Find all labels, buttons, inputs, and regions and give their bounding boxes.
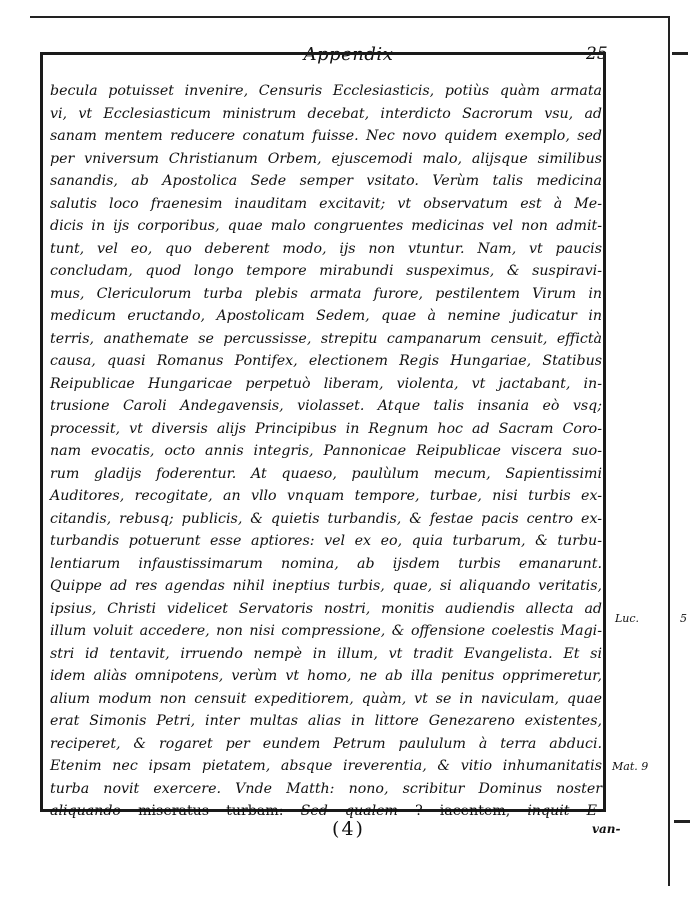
last-line-part: ? iacentem, [415,803,511,819]
last-line-part: aliquando [50,803,121,819]
text-line: ipsius, Christi videlicet Servatoris nostri, monitis audiendis allecta ad [50,600,602,617]
last-line-part: inquit E- [527,803,602,819]
text-line: trusione Caroli Andegavensis, violasset. Atque talis insania eò vsq; [50,398,602,414]
text-line: terris, anathemate se percussisse, strepitu campanarum censuit, effictà [50,330,602,347]
last-line-part: miseratus turbam: [138,803,284,819]
text-line: illum voluit accedere, non nisi compressione, & offensione coelestis Magi- [50,623,602,639]
text-line: stri id tentavit, irruendo nempè in illum, vt tradit Evangelista. Et si [50,645,602,662]
text-line: per vniversum Christianum Orbem, ejuscemodi malo, alijsque similibus [50,150,602,167]
last-line-part: Sed qualem [300,803,398,819]
text-line: tunt, vel eo, quo deberent modo, ijs non vtuntur. Nam, vt paucis [50,240,602,257]
text-line: alium modum non censuit expeditiorem, quàm, vt se in naviculam, quae [50,690,602,707]
text-line: Etenim nec ipsam pietatem, absque ireverentia, & vitio inhumanitatis [50,758,602,774]
text-line: Auditores, recogitate, an vllo vnquam tempore, turbae, nisi turbis ex- [50,488,602,504]
text-line: mus, Clericulorum turba plebis armata furore, pestilentem Virum in [50,285,602,302]
text-line: processit, vt diversis alijs Principibus in Regnum hoc ad Sacram Coro- [50,420,602,437]
signature-mark: (4) [332,818,365,840]
text-line: citandis, rebusq; publicis, & quietis turbandis, & festae pacis centro ex- [50,510,602,527]
text-line: vi, vt Ecclesiasticum ministrum decebat, interdicto Sacrorum vsu, ad [50,105,602,122]
text-line: medicum eructando, Apostolicam Sedem, quae à nemine judicatur in [50,308,602,324]
text-line: nam evocatis, octo annis integris, Pannonicae Reipublicae viscera suo- [50,443,602,459]
running-title: Appendix [303,44,394,65]
text-line: sanam mentem reducere conatum fuisse. Nec novo quidem exemplo, sed [50,128,602,144]
text-line: becula potuisset invenire, Censuris Ecclesiasticis, potiùs quàm armata [50,83,602,99]
margin-note-matthew: Mat. 9 [612,760,649,773]
page-number: 25 [586,44,608,64]
page-edge-right [668,16,670,886]
body-text [50,80,602,823]
margin-note-luke-chapter: 5 [680,612,687,625]
page-edge-top [30,16,670,18]
text-line: concludam, quod longo tempore mirabundi suspeximus, & suspiravi- [50,263,602,279]
text-line: salutis loco fraenesim inauditam excitavit; vt observatum est à Me- [50,195,602,212]
text-line: Quippe ad res agendas nihil ineptius turbis, quae, si aliquando veritatis, [50,578,602,594]
text-line: idem aliàs omnipotens, verùm vt homo, ne ab illa penitus opprimeretur, [50,668,602,684]
text-line: Reipublicae Hungaricae perpetuò liberam, violenta, vt jactabant, in- [50,375,602,392]
text-line: rum gladijs foderentur. At quaeso, paulùlum mecum, Sapientissimi [50,465,602,482]
text-line: turba novit exercere. Vnde Matth: nono, scribitur Dominus noster [50,780,602,797]
margin-note-luke: Luc. [615,612,640,625]
text-line: dicis in ijs corporibus, quae malo congruentes medicinas vel non admit- [50,218,602,234]
catchword: van- [592,822,621,836]
text-line: erat Simonis Petri, inter multas alias in littore Genezareno existentes, [50,713,602,729]
text-line: reciperet, & rogaret per eundem Petrum paululum à terra abduci. [50,735,602,752]
text-line: lentiarum infaustissimarum nomina, ab ijsdem turbis emanarunt. [50,555,602,572]
text-line: turbandis potuerunt esse aptiores: vel ex eo, quia turbarum, & turbu- [50,533,602,549]
text-line: sanandis, ab Apostolica Sede semper vsitato. Verùm talis medicina [50,173,602,189]
text-line: causa, quasi Romanus Pontifex, electionem Regis Hungariae, Statibus [50,353,602,369]
